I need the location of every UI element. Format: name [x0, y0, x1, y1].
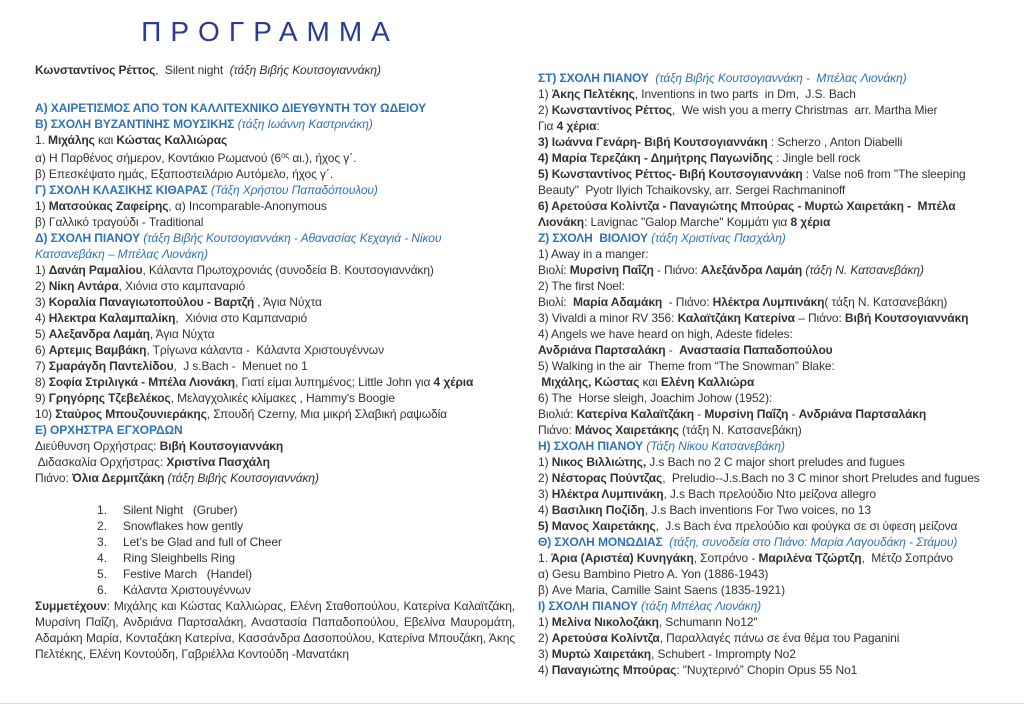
text-run: Αλεξανδρα Λαμάη: [48, 327, 150, 341]
section-header-text: (τάξη Ιωάννη Καστρινάκη): [237, 117, 373, 131]
program-line: [538, 278, 1018, 294]
text-run: Καλαϊτζάκη Κατερίνα: [677, 311, 795, 325]
program-line: [538, 246, 1018, 262]
text-run: Snowflakes how gently: [123, 519, 243, 533]
section-header-text: Δ) ΣΧΟΛΗ ΠΙΑΝΟΥ: [35, 231, 144, 245]
text-run: : Scherzo , Anton Diabelli: [767, 135, 903, 149]
program-line: [538, 550, 1018, 566]
text-run: Μιχάλης: [48, 133, 95, 147]
text-run: Festive March (Handel): [123, 567, 252, 581]
text-run: , Παραλλαγές πάνω σε ένα θέμα του Paganini: [659, 631, 900, 645]
text-run: 4): [35, 311, 49, 325]
text-run: Ελένη Καλλιώρα: [660, 375, 755, 389]
section-header: [35, 422, 515, 438]
text-run: 2) The first Noel:: [538, 279, 625, 293]
text-run: , Silent night: [155, 63, 230, 77]
text-run: Αρτεμις Βαμβάκη: [48, 343, 147, 357]
text-run: Πιάνο:: [538, 423, 575, 437]
text-run: , Σοπράνο -: [693, 551, 759, 565]
program-line: [35, 198, 515, 214]
program-line: [538, 630, 1018, 646]
section-header: [538, 230, 1018, 246]
section-header-text: (τάξη Βιβής Κουτσογιαννάκη - Αθανασίας Κεχαγιά - Νίκου: [143, 231, 442, 245]
text-run: Μυρσίνη Παΐζη: [704, 407, 789, 421]
text-run: J.s Bach no 2 C major short preludes and fugues: [646, 455, 905, 469]
text-run: , J.s Bach πρελούδιο Ντο μείζονα allegro: [663, 487, 876, 501]
text-run: Μανος Χαιρετάκης: [551, 519, 656, 533]
left-column: [35, 62, 515, 662]
section-header-text: (τάξη Χριστίνας Πασχάλη): [651, 231, 786, 245]
text-run: , Χιόνια στο καμπαναριό: [118, 279, 246, 293]
text-run: : "Νυχτερινό” Chopin Opus 55 No1: [676, 663, 858, 677]
text-run: Μαρία Αδαμάκη: [572, 295, 663, 309]
program-line: [538, 166, 1018, 182]
program-line: [97, 502, 515, 518]
text-run: Δανάη Ραμαλίου: [48, 263, 143, 277]
text-run: : Lavignac "Galop Marche" Κομμάτι για: [584, 215, 791, 229]
text-run: (τάξη Ν. Κατσανεβάκη): [805, 263, 924, 277]
text-run: 5) Walking in the air Theme from “The Snowman” Blake:: [538, 359, 835, 373]
text-run: , Μέτζο Σοπράνο: [861, 551, 953, 565]
text-run: Μελίνα Νικολοζάκη: [551, 615, 659, 629]
text-run: Κωνσταντίνος Ρέττος: [35, 63, 156, 77]
text-run: Μυρτώ Χαιρετάκη: [551, 647, 652, 661]
text-run: Διδασκαλία Ορχήστρας:: [35, 455, 167, 469]
text-run: , Schumann No12": [658, 615, 758, 629]
text-run: Πιάνο:: [35, 471, 72, 485]
list-number: 2.: [97, 519, 107, 533]
text-run: – Πιάνο:: [794, 311, 845, 325]
program-line: [538, 342, 1018, 358]
text-run: (τάξη Βιβής Κουτσογιαννάκη): [167, 471, 319, 485]
text-run: : Valse no6 from "The sleeping: [802, 167, 966, 181]
text-run: Μιχάλης, Κώστας: [541, 375, 640, 389]
program-line: [538, 310, 1018, 326]
text-run: 1): [538, 615, 552, 629]
program-line: [35, 342, 515, 358]
right-column: [538, 70, 1018, 678]
text-run: 1): [538, 87, 552, 101]
program-line: [35, 148, 515, 166]
section-header: [35, 100, 515, 116]
program-line: [35, 166, 515, 182]
program-line: [35, 214, 515, 230]
program-line: [35, 470, 515, 486]
text-run: Άρια (Αριστέα) Κυνηγάκη: [551, 551, 694, 565]
program-line: [35, 374, 515, 390]
program-line: [538, 118, 1018, 134]
section-header: [35, 230, 515, 246]
text-run: Βιβή Κουτσογιαννάκη: [159, 439, 284, 453]
program-line: [97, 566, 515, 582]
text-run: Βιολιά:: [538, 407, 577, 421]
text-run: Αλεξάνδρα Λαμάη: [700, 263, 803, 277]
program-line: [538, 134, 1018, 150]
program-line: [538, 150, 1018, 166]
page-title: ΠΡΟΓΡΑΜΜΑ: [141, 16, 399, 47]
text-run: , Άγια Νύχτα: [149, 327, 215, 341]
text-run: Ηλέκτρα Λυμπινάκη: [551, 487, 664, 501]
text-run: Μαριλένα Τζώρτζη: [758, 551, 862, 565]
list-number: 6.: [97, 583, 107, 597]
text-run: Βασιλικη Ποζίδη: [551, 503, 645, 517]
text-run: Βιολί:: [538, 263, 570, 277]
section-header-text: Ε) ΟΡΧΗΣΤΡΑ ΕΓΧΟΡΔΩΝ: [35, 423, 183, 437]
program-line: [538, 294, 1018, 310]
text-run: :: [596, 119, 600, 133]
text-run: Νέστορας Πούντζας: [551, 471, 663, 485]
text-run: 1.: [538, 551, 552, 565]
text-run: 3): [35, 295, 49, 309]
section-header-text: (Τάξη Νίκου Κατσανεβάκη): [646, 439, 785, 453]
section-header-text: Β) ΣΧΟΛΗ ΒΥΖΑΝΤΙΝΗΣ ΜΟΥΣΙΚΗΣ: [35, 117, 238, 131]
text-run: 3): [538, 135, 552, 149]
text-run: , Χιόνια στο Καμπαναριό: [175, 311, 308, 325]
program-line: [97, 582, 515, 598]
program-line: [538, 374, 1018, 390]
text-run: , Μελαγχολικές κλίμακες , Hammy's Boogie: [170, 391, 395, 405]
program-line: [538, 470, 1018, 486]
program-line: [97, 550, 515, 566]
program-line: [538, 182, 1018, 198]
text-run: 5): [538, 519, 552, 533]
text-run: 1): [538, 455, 552, 469]
page-bottom-edge: [0, 703, 1024, 704]
program-line: [35, 358, 515, 374]
text-run: α) Η Παρθένος σήμερον, Κοντάκιο Ρωμανού (6: [35, 151, 282, 165]
text-run: Ηλέκτρα Λυμπινάκη: [712, 295, 825, 309]
text-run: , We wish you a merry Christmas arr. Martha Mier: [671, 103, 938, 117]
text-run: 3) Vivaldi a minor RV 356:: [538, 311, 678, 325]
program-line: [538, 390, 1018, 406]
section-header-text: (τάξη Βιβής Κουτσογιαννάκη - Μπέλας Λιονάκη): [655, 71, 907, 85]
program-line: [538, 406, 1018, 422]
text-run: 1.: [35, 133, 49, 147]
program-line: [538, 214, 1018, 230]
text-run: Αρετούσα Κολίντζα: [551, 631, 660, 645]
text-run: , Preludio--J.s.Bach no 3 C minor short Preludes and fugues: [662, 471, 980, 485]
text-run: Νικος Βιλλιώτης,: [551, 455, 647, 469]
text-run: , Κάλαντα Πρωτοχρονιάς (συνοδεία Β. Κουτσογιαννάκη): [142, 263, 434, 277]
text-run: Μυρσίνη Παΐζη: [569, 263, 654, 277]
text-run: Αρετούσα Κολίντζα - Παναγιώτης Μπούρας - Μυρτώ Χαιρετάκη - Μπέλα: [551, 199, 956, 213]
text-run: 2): [538, 471, 552, 485]
program-line: [538, 614, 1018, 630]
section-header-text: Γ) ΣΧΟΛΗ ΚΛΑΣΙΚΗΣ ΚΙΘΑΡΑΣ: [35, 183, 211, 197]
text-run: Μαρία Τερεζάκη - Δημήτρης Παγωνίδης: [551, 151, 773, 165]
text-run: Κοραλία Παναγιωτοπούλου - Βαρτζή: [48, 295, 255, 309]
text-run: 3): [538, 487, 552, 501]
program-line: [538, 662, 1018, 678]
text-run: και: [639, 375, 661, 389]
section-header: [35, 246, 515, 262]
text-run: Silent Night (Gruber): [123, 503, 238, 517]
list-number: 5.: [97, 567, 107, 581]
text-run: Κωνσταντίνος Ρέττος: [551, 103, 672, 117]
section-header: [35, 182, 515, 198]
section-header: [538, 534, 1018, 550]
text-run: Άκης Πελτέκης: [551, 87, 635, 101]
program-line: [538, 646, 1018, 662]
program-line: [35, 132, 515, 148]
text-run: 4): [538, 503, 552, 517]
text-run: β) Γαλλικό τραγούδι - Traditional: [35, 215, 204, 229]
section-header: [538, 438, 1018, 454]
list-number: 1.: [97, 503, 107, 517]
section-header-text: Ζ) ΣΧΟΛΗ ΒΙΟΛΙΟΥ: [538, 231, 652, 245]
text-run: 6): [35, 343, 49, 357]
program-line: [538, 422, 1018, 438]
program-line: [35, 262, 515, 278]
program-line: [35, 438, 515, 454]
text-run: Σταύρος Μπουζουνιεράκης: [55, 407, 207, 421]
text-run: 4): [538, 151, 552, 165]
text-run: , Σπουδή Czerny, Μια μικρή Σλαβική ραψωδία: [206, 407, 447, 421]
program-line: [35, 598, 515, 662]
text-run: Κατερίνα Καλαϊτζάκη: [576, 407, 694, 421]
program-line: [538, 86, 1018, 102]
text-run: 4) Angels we have heard on high, Adeste fideles:: [538, 327, 793, 341]
program-line: [538, 502, 1018, 518]
section-header-text: Α) ΧΑΙΡΕΤΙΣΜΟΣ ΑΠΟ ΤΟΝ ΚΑΛΛΙΤΕΧΝΙΚΟ ΔΙΕΥΘΥΝΤΗ ΤΟΥ ΩΔΕΙΟΥ: [35, 101, 427, 115]
text-run: αι.), ήχος γ΄.: [289, 151, 357, 165]
text-run: ( τάξη Ν. Κατσανεβάκη): [824, 295, 948, 309]
program-line: [35, 390, 515, 406]
text-run: Κάλαντα Χριστουγέννων: [123, 583, 251, 597]
text-run: Συμμετέχουν: [35, 599, 107, 613]
program-line: [97, 534, 515, 550]
text-run: 6): [538, 199, 552, 213]
text-run: Σμαράγδη Παντελίδου: [48, 359, 174, 373]
text-run: Αναστασία Παπαδοπούλου: [679, 343, 833, 357]
text-run: α) Gesu Bambino Pietro A. Yon (1886-1943): [538, 567, 769, 581]
text-run: Μάνος Χαιρετάκης: [574, 423, 679, 437]
text-run: β) Ave Maria, Camille Saint Saens (1835-1921): [538, 583, 785, 597]
text-run: Let’s be Glad and full of Cheer: [123, 535, 282, 549]
text-run: 2): [35, 279, 49, 293]
text-run: 2): [538, 103, 552, 117]
text-run: 5): [35, 327, 49, 341]
text-run: 2): [538, 631, 552, 645]
text-run: 8 χέρια: [790, 215, 831, 229]
text-run: 1) Away in a manger:: [538, 247, 649, 261]
text-run: ος: [281, 151, 290, 160]
text-run: Beauty" Pyotr Ilyich Tchaikovsky, arr. Sergei Rachmaninoff: [538, 183, 846, 197]
text-run: β) Επεσκέψατο ημάς, Εξαποστειλάριο Αυτόμελο, ήχος γ΄.: [35, 167, 334, 181]
text-run: 1): [35, 199, 49, 213]
list-number: 4.: [97, 551, 107, 565]
section-header-text: (Τάξη Χρήστου Παπαδόπουλου): [210, 183, 378, 197]
text-run: 4 χέρια: [433, 375, 474, 389]
text-run: Ιωάννα Γενάρη- Βιβή Κουτσογιαννάκη: [551, 135, 768, 149]
program-line: [35, 278, 515, 294]
program-line: [538, 262, 1018, 278]
text-run: Ματσούκας Ζαφείρης: [48, 199, 169, 213]
section-header: [538, 70, 1018, 86]
program-line: [35, 454, 515, 470]
section-header-text: Θ) ΣΧΟΛΗ ΜΟΝΩΔΙΑΣ: [538, 535, 670, 549]
text-run: , J s.Bach - Menuet no 1: [173, 359, 308, 373]
text-run: : Jingle bell rock: [772, 151, 861, 165]
line-gap: [35, 78, 515, 100]
program-line: [538, 582, 1018, 598]
text-run: Όλια Δερμιτζάκη: [71, 471, 165, 485]
program-line: [538, 358, 1018, 374]
text-run: - Πιάνο:: [662, 295, 713, 309]
program-line: [35, 406, 515, 422]
program-line: [538, 198, 1018, 214]
section-header-text: Κατσανεβάκη – Μπέλας Λιονάκη): [35, 247, 208, 261]
line-gap: [35, 486, 515, 502]
section-header-text: Ι) ΣΧΟΛΗ ΠΙΑΝΟΥ: [538, 599, 641, 613]
text-run: , α) Incomparable-Anonymous: [168, 199, 327, 213]
program-line: [538, 566, 1018, 582]
text-run: Κώστας Καλλιώρας: [116, 133, 228, 147]
program-line: [538, 326, 1018, 342]
text-run: , Άγια Νύχτα: [254, 295, 322, 309]
text-run: Ring Sleighbells Ring: [123, 551, 235, 565]
program-line: [538, 518, 1018, 534]
section-header-text: ΣΤ) ΣΧΟΛΗ ΠΙΑΝΟΥ: [538, 71, 656, 85]
section-header-text: (τάξη Μπέλας Λιονάκη): [640, 599, 762, 613]
text-run: , J.s Bach ένα πρελούδιο και φούγκα σε σι ύφεση μείζονα: [655, 519, 958, 533]
text-run: (τάξη Ν. Κατσανεβάκη): [678, 423, 802, 437]
text-run: και: [94, 133, 117, 147]
text-run: -: [665, 343, 680, 357]
program-line: [35, 62, 515, 78]
text-run: Κωνσταντίνος Ρέττος- Βιβή Κουτσογιαννάκη: [551, 167, 803, 181]
text-run: -: [693, 407, 705, 421]
text-run: Σοφία Στριλιγκά - Μπέλα Λιονάκη: [48, 375, 236, 389]
text-run: (τάξη Βιβής Κουτσογιαννάκη): [229, 63, 381, 77]
text-run: Ηλεκτρα Καλαμπαλίκη: [48, 311, 176, 325]
text-run: 9): [35, 391, 49, 405]
text-run: , Γιατί είμαι λυπημένος; Little John για: [235, 375, 434, 389]
text-run: Ανδριάνα Παρτσαλάκη: [538, 343, 666, 357]
text-run: Για: [538, 119, 557, 133]
section-header-text: Η) ΣΧΟΛΗ ΠΙΑΝΟΥ: [538, 439, 647, 453]
program-line: [35, 294, 515, 310]
section-header-text: (τάξη, συνοδεία στο Πιάνο: Μαρία Λαγουδάκη - Στάμου): [669, 535, 958, 549]
text-run: 10): [35, 407, 56, 421]
text-run: Νίκη Αντάρα: [48, 279, 119, 293]
text-run: -: [788, 407, 799, 421]
text-run: Ανδριάνα Παρτσαλάκη: [798, 407, 927, 421]
text-run: Χριστίνα Πασχάλη: [166, 455, 270, 469]
text-run: 7): [35, 359, 49, 373]
section-header: [538, 598, 1018, 614]
text-run: Λιονάκη: [538, 215, 585, 229]
program-line: [35, 326, 515, 342]
section-header: [35, 116, 515, 132]
program-line: [538, 454, 1018, 470]
text-run: 4 χέρια: [556, 119, 597, 133]
list-number: 3.: [97, 535, 107, 549]
text-run: , Schubert - Imprompty No2: [651, 647, 796, 661]
program-line: [538, 102, 1018, 118]
program-line: [97, 518, 515, 534]
text-run: 3): [538, 647, 552, 661]
text-run: Παναγιώτης Μπούρας: [551, 663, 677, 677]
text-run: 4): [538, 663, 552, 677]
text-run: 1): [35, 263, 49, 277]
text-run: Γρηγόρης Τζεβελέκος: [48, 391, 171, 405]
program-line: [538, 486, 1018, 502]
text-run: 6) The Horse sleigh, Joachim Johow (1952):: [538, 391, 773, 405]
text-run: 8): [35, 375, 49, 389]
text-run: 5): [538, 167, 552, 181]
text-run: Διεύθυνση Ορχήστρας:: [35, 439, 160, 453]
text-run: Βιβή Κουτσογιαννάκη: [844, 311, 969, 325]
text-run: , J.s Bach inventions For Two voices, no 13: [644, 503, 871, 517]
text-run: , Inventions in two parts in Dm, J.S. Bach: [634, 87, 856, 101]
text-run: Βιολί:: [538, 295, 573, 309]
text-run: - Πιάνο:: [653, 263, 701, 277]
text-run: : Μιχάλης και Κώστας Καλλιώρας, Ελένη Σταθοπούλου, Κατερίνα Καλαϊτζάκη, Μυρσίνη Παΐζη, Ανδριάνα Παρτσαλάκη, Αναστασία Παπαδοπούλου, Εβελίνα Μαυρομάτη, Αδαμάκη Μαρία, Κονταξάκη Κατερίνα, Κασσάνδρα Δασοπούλου, Κατερίνα Μπουζάκη, Άκης Πελτέκης, Ελένη Κοντούδη, Γαβριέλλα Κοντούδη -Μανατάκη: [35, 599, 515, 661]
program-line: [35, 310, 515, 326]
text-run: , Τρίγωνα κάλαντα - Κάλαντα Χριστουγέννων: [146, 343, 384, 357]
